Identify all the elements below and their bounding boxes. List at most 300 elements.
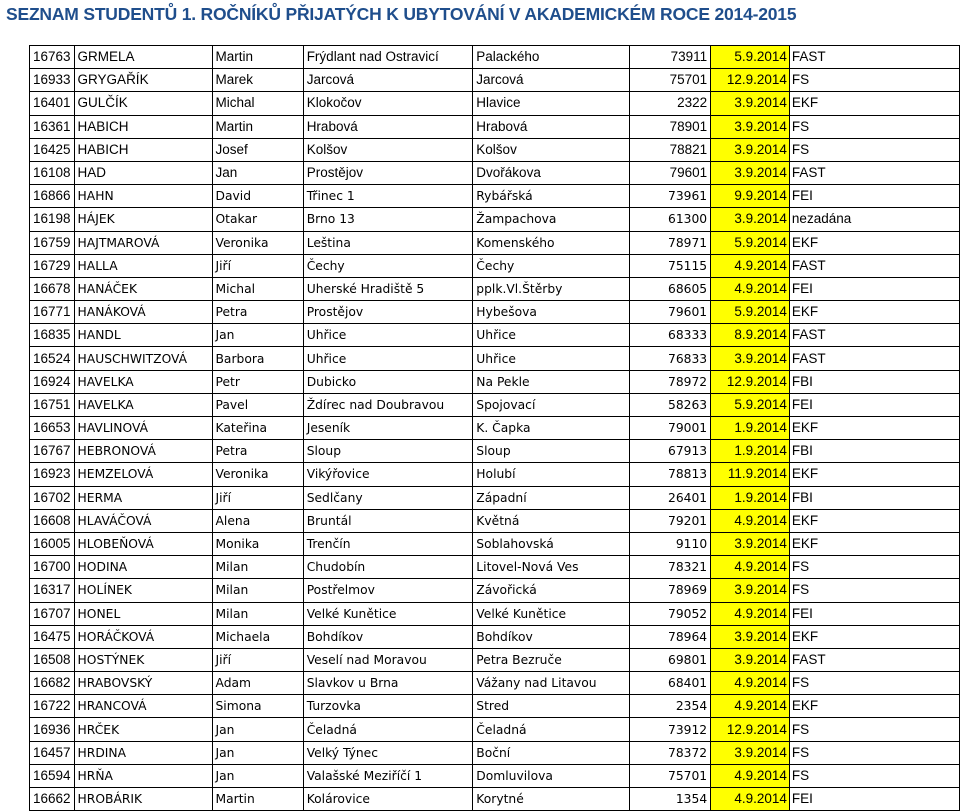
zip-cell: 75701 [630, 764, 711, 787]
first-name-cell: Jan [212, 741, 303, 764]
arrival-date-cell: 4.9.2014 [711, 277, 790, 300]
student-id-cell: 16729 [30, 254, 75, 277]
student-id-cell: 16835 [30, 324, 75, 347]
town-cell: Brno 13 [303, 208, 473, 231]
zip-cell: 78972 [630, 370, 711, 393]
street-cell: Velké Kunětice [473, 602, 630, 625]
first-name-cell: Michaela [212, 625, 303, 648]
arrival-date-cell: 9.9.2014 [711, 185, 790, 208]
surname-cell: HODINA [74, 556, 212, 579]
first-name-cell: Milan [212, 602, 303, 625]
faculty-cell: FS [789, 718, 959, 741]
zip-cell: 79001 [630, 417, 711, 440]
faculty-cell: FS [789, 672, 959, 695]
surname-cell: HAJTMAROVÁ [74, 231, 212, 254]
first-name-cell: Otakar [212, 208, 303, 231]
faculty-cell: FAST [789, 648, 959, 671]
table-row [30, 579, 960, 602]
surname-cell: HAD [74, 161, 212, 184]
surname-cell: HABICH [74, 115, 212, 138]
town-cell: Dubicko [303, 370, 473, 393]
table-row [30, 741, 960, 764]
street-cell: Boční [473, 741, 630, 764]
zip-cell: 78321 [630, 556, 711, 579]
arrival-date-cell: 3.9.2014 [711, 579, 790, 602]
arrival-date-cell: 3.9.2014 [711, 138, 790, 161]
student-id-cell: 16707 [30, 602, 75, 625]
zip-cell: 67913 [630, 440, 711, 463]
first-name-cell: Petra [212, 440, 303, 463]
street-cell: Bohdíkov [473, 625, 630, 648]
first-name-cell: David [212, 185, 303, 208]
town-cell: Prostějov [303, 161, 473, 184]
first-name-cell: Martin [212, 115, 303, 138]
town-cell: Uhřice [303, 347, 473, 370]
town-cell: Bohdíkov [303, 625, 473, 648]
student-id-cell: 16682 [30, 672, 75, 695]
street-cell: Korytné [473, 788, 630, 811]
street-cell: Holubí [473, 463, 630, 486]
street-cell: Na Pekle [473, 370, 630, 393]
zip-cell: 78969 [630, 579, 711, 602]
first-name-cell: Kateřina [212, 417, 303, 440]
zip-cell: 79052 [630, 602, 711, 625]
street-cell: Západní [473, 486, 630, 509]
town-cell: Frýdlant nad Ostravicí [303, 46, 473, 69]
student-id-cell: 16933 [30, 69, 75, 92]
table-row [30, 718, 960, 741]
town-cell: Jeseník [303, 417, 473, 440]
arrival-date-cell: 5.9.2014 [711, 46, 790, 69]
surname-cell: HEMZELOVÁ [74, 463, 212, 486]
faculty-cell: FBI [789, 440, 959, 463]
first-name-cell: Petr [212, 370, 303, 393]
zip-cell: 1354 [630, 788, 711, 811]
faculty-cell: FEI [789, 277, 959, 300]
first-name-cell: Jan [212, 718, 303, 741]
student-id-cell: 16005 [30, 532, 75, 555]
street-cell: pplk.Vl.Štěrby [473, 277, 630, 300]
surname-cell: HLOBEŇOVÁ [74, 532, 212, 555]
table-row [30, 672, 960, 695]
arrival-date-cell: 4.9.2014 [711, 695, 790, 718]
arrival-date-cell: 1.9.2014 [711, 486, 790, 509]
surname-cell: HALLA [74, 254, 212, 277]
arrival-date-cell: 1.9.2014 [711, 417, 790, 440]
first-name-cell: Jiří [212, 254, 303, 277]
town-cell: Bruntál [303, 509, 473, 532]
student-id-cell: 16608 [30, 509, 75, 532]
student-id-cell: 16653 [30, 417, 75, 440]
students-table [29, 45, 960, 811]
faculty-cell: FS [789, 764, 959, 787]
student-id-cell: 16771 [30, 301, 75, 324]
student-id-cell: 16866 [30, 185, 75, 208]
town-cell: Turzovka [303, 695, 473, 718]
surname-cell: GULČÍK [74, 92, 212, 115]
street-cell: Uhřice [473, 347, 630, 370]
faculty-cell: FEI [789, 788, 959, 811]
town-cell: Velké Kunětice [303, 602, 473, 625]
street-cell: Uhřice [473, 324, 630, 347]
street-cell: Závořická [473, 579, 630, 602]
student-id-cell: 16767 [30, 440, 75, 463]
faculty-cell: FEI [789, 602, 959, 625]
town-cell: Slavkov u Brna [303, 672, 473, 695]
first-name-cell: Simona [212, 695, 303, 718]
first-name-cell: Martin [212, 788, 303, 811]
table-row [30, 417, 960, 440]
arrival-date-cell: 3.9.2014 [711, 625, 790, 648]
faculty-cell: FS [789, 69, 959, 92]
zip-cell: 68605 [630, 277, 711, 300]
arrival-date-cell: 4.9.2014 [711, 602, 790, 625]
student-id-cell: 16108 [30, 161, 75, 184]
town-cell: Sloup [303, 440, 473, 463]
town-cell: Valašské Meziříčí 1 [303, 764, 473, 787]
surname-cell: HLAVÁČOVÁ [74, 509, 212, 532]
table-row [30, 532, 960, 555]
zip-cell: 79201 [630, 509, 711, 532]
table-row [30, 556, 960, 579]
town-cell: Kolárovice [303, 788, 473, 811]
first-name-cell: Milan [212, 556, 303, 579]
zip-cell: 76833 [630, 347, 711, 370]
arrival-date-cell: 12.9.2014 [711, 718, 790, 741]
town-cell: Klokočov [303, 92, 473, 115]
street-cell: Stred [473, 695, 630, 718]
surname-cell: HEBRONOVÁ [74, 440, 212, 463]
faculty-cell: EKF [789, 509, 959, 532]
zip-cell: 78372 [630, 741, 711, 764]
faculty-cell: EKF [789, 231, 959, 254]
faculty-cell: FBI [789, 486, 959, 509]
faculty-cell: nezadána [789, 208, 959, 231]
surname-cell: HAUSCHWITZOVÁ [74, 347, 212, 370]
table-row [30, 231, 960, 254]
faculty-cell: FAST [789, 161, 959, 184]
zip-cell: 79601 [630, 161, 711, 184]
surname-cell: HANDL [74, 324, 212, 347]
table-row [30, 46, 960, 69]
arrival-date-cell: 12.9.2014 [711, 69, 790, 92]
student-id-cell: 16924 [30, 370, 75, 393]
arrival-date-cell: 4.9.2014 [711, 556, 790, 579]
town-cell: Sedlčany [303, 486, 473, 509]
student-id-cell: 16317 [30, 579, 75, 602]
faculty-cell: FEI [789, 185, 959, 208]
surname-cell: HONEL [74, 602, 212, 625]
table-row [30, 625, 960, 648]
arrival-date-cell: 11.9.2014 [711, 463, 790, 486]
zip-cell: 79601 [630, 301, 711, 324]
zip-cell: 78971 [630, 231, 711, 254]
town-cell: Uherské Hradiště 5 [303, 277, 473, 300]
town-cell: Hrabová [303, 115, 473, 138]
street-cell: Čechy [473, 254, 630, 277]
arrival-date-cell: 3.9.2014 [711, 115, 790, 138]
faculty-cell: FS [789, 138, 959, 161]
surname-cell: HAVELKA [74, 370, 212, 393]
surname-cell: HANÁKOVÁ [74, 301, 212, 324]
surname-cell: HAHN [74, 185, 212, 208]
town-cell: Postřelmov [303, 579, 473, 602]
street-cell: Květná [473, 509, 630, 532]
surname-cell: HOSTÝNEK [74, 648, 212, 671]
street-cell: Hrabová [473, 115, 630, 138]
table-row [30, 208, 960, 231]
first-name-cell: Josef [212, 138, 303, 161]
student-id-cell: 16763 [30, 46, 75, 69]
town-cell: Kolšov [303, 138, 473, 161]
street-cell: Dvořákova [473, 161, 630, 184]
zip-cell: 68401 [630, 672, 711, 695]
table-row [30, 788, 960, 811]
town-cell: Ždírec nad Doubravou [303, 393, 473, 416]
street-cell: Vážany nad Litavou [473, 672, 630, 695]
arrival-date-cell: 4.9.2014 [711, 672, 790, 695]
surname-cell: HRŇA [74, 764, 212, 787]
zip-cell: 68333 [630, 324, 711, 347]
faculty-cell: EKF [789, 92, 959, 115]
street-cell: Spojovací [473, 393, 630, 416]
zip-cell: 78901 [630, 115, 711, 138]
faculty-cell: EKF [789, 463, 959, 486]
arrival-date-cell: 1.9.2014 [711, 440, 790, 463]
arrival-date-cell: 4.9.2014 [711, 509, 790, 532]
surname-cell: HORÁČKOVÁ [74, 625, 212, 648]
town-cell: Jarcová [303, 69, 473, 92]
faculty-cell: FAST [789, 254, 959, 277]
arrival-date-cell: 12.9.2014 [711, 370, 790, 393]
surname-cell: HAVELKA [74, 393, 212, 416]
student-id-cell: 16594 [30, 764, 75, 787]
student-id-cell: 16702 [30, 486, 75, 509]
table-row [30, 648, 960, 671]
faculty-cell: EKF [789, 301, 959, 324]
first-name-cell: Martin [212, 46, 303, 69]
student-id-cell: 16700 [30, 556, 75, 579]
zip-cell: 73961 [630, 185, 711, 208]
town-cell: Uhřice [303, 324, 473, 347]
table-row [30, 69, 960, 92]
table-row [30, 370, 960, 393]
table-row [30, 324, 960, 347]
student-id-cell: 16457 [30, 741, 75, 764]
first-name-cell: Marek [212, 69, 303, 92]
surname-cell: GRMELA [74, 46, 212, 69]
faculty-cell: FS [789, 556, 959, 579]
first-name-cell: Veronika [212, 463, 303, 486]
arrival-date-cell: 3.9.2014 [711, 161, 790, 184]
surname-cell: HOLÍNEK [74, 579, 212, 602]
arrival-date-cell: 4.9.2014 [711, 788, 790, 811]
student-id-cell: 16923 [30, 463, 75, 486]
zip-cell: 78813 [630, 463, 711, 486]
street-cell: Žampachova [473, 208, 630, 231]
arrival-date-cell: 3.9.2014 [711, 347, 790, 370]
street-cell: Kolšov [473, 138, 630, 161]
faculty-cell: EKF [789, 625, 959, 648]
faculty-cell: FAST [789, 347, 959, 370]
arrival-date-cell: 3.9.2014 [711, 648, 790, 671]
street-cell: Domluvilova [473, 764, 630, 787]
arrival-date-cell: 5.9.2014 [711, 301, 790, 324]
first-name-cell: Veronika [212, 231, 303, 254]
zip-cell: 75701 [630, 69, 711, 92]
zip-cell: 61300 [630, 208, 711, 231]
zip-cell: 73912 [630, 718, 711, 741]
first-name-cell: Milan [212, 579, 303, 602]
surname-cell: HANÁČEK [74, 277, 212, 300]
arrival-date-cell: 4.9.2014 [711, 254, 790, 277]
page-title: SEZNAM STUDENTŮ 1. ROČNÍKŮ PŘIJATÝCH K UBYTOVÁNÍ V AKADEMICKÉM ROCE 2014-2015 [6, 4, 797, 24]
street-cell: Palackého [473, 46, 630, 69]
first-name-cell: Pavel [212, 393, 303, 416]
arrival-date-cell: 4.9.2014 [711, 764, 790, 787]
street-cell: Petra Bezruče [473, 648, 630, 671]
table-row [30, 92, 960, 115]
street-cell: Sloup [473, 440, 630, 463]
surname-cell: HRABOVSKÝ [74, 672, 212, 695]
table-row [30, 764, 960, 787]
town-cell: Prostějov [303, 301, 473, 324]
surname-cell: HRDINA [74, 741, 212, 764]
arrival-date-cell: 3.9.2014 [711, 92, 790, 115]
zip-cell: 78964 [630, 625, 711, 648]
street-cell: Komenského [473, 231, 630, 254]
table-row [30, 301, 960, 324]
street-cell: Čeladná [473, 718, 630, 741]
zip-cell: 2322 [630, 92, 711, 115]
town-cell: Velký Týnec [303, 741, 473, 764]
student-id-cell: 16936 [30, 718, 75, 741]
table-row [30, 161, 960, 184]
students-table-body [30, 46, 960, 811]
first-name-cell: Jan [212, 764, 303, 787]
zip-cell: 9110 [630, 532, 711, 555]
surname-cell: HROBÁRIK [74, 788, 212, 811]
zip-cell: 75115 [630, 254, 711, 277]
zip-cell: 73911 [630, 46, 711, 69]
student-id-cell: 16751 [30, 393, 75, 416]
town-cell: Třinec 1 [303, 185, 473, 208]
surname-cell: HERMA [74, 486, 212, 509]
surname-cell: HÁJEK [74, 208, 212, 231]
faculty-cell: FAST [789, 324, 959, 347]
zip-cell: 78821 [630, 138, 711, 161]
town-cell: Veselí nad Moravou [303, 648, 473, 671]
zip-cell: 58263 [630, 393, 711, 416]
table-row [30, 602, 960, 625]
table-row [30, 138, 960, 161]
table-row [30, 440, 960, 463]
first-name-cell: Alena [212, 509, 303, 532]
street-cell: Hlavice [473, 92, 630, 115]
table-row [30, 185, 960, 208]
first-name-cell: Barbora [212, 347, 303, 370]
faculty-cell: FS [789, 579, 959, 602]
table-row [30, 486, 960, 509]
table-row [30, 115, 960, 138]
surname-cell: HRČEK [74, 718, 212, 741]
first-name-cell: Jiří [212, 486, 303, 509]
student-id-cell: 16401 [30, 92, 75, 115]
student-id-cell: 16425 [30, 138, 75, 161]
table-row [30, 347, 960, 370]
student-id-cell: 16361 [30, 115, 75, 138]
arrival-date-cell: 3.9.2014 [711, 532, 790, 555]
arrival-date-cell: 3.9.2014 [711, 741, 790, 764]
student-id-cell: 16524 [30, 347, 75, 370]
table-row [30, 509, 960, 532]
surname-cell: HRANCOVÁ [74, 695, 212, 718]
faculty-cell: EKF [789, 695, 959, 718]
first-name-cell: Michal [212, 92, 303, 115]
arrival-date-cell: 3.9.2014 [711, 208, 790, 231]
street-cell: Rybářská [473, 185, 630, 208]
student-id-cell: 16678 [30, 277, 75, 300]
first-name-cell: Jiří [212, 648, 303, 671]
student-id-cell: 16722 [30, 695, 75, 718]
student-id-cell: 16508 [30, 648, 75, 671]
surname-cell: GRYGAŘÍK [74, 69, 212, 92]
town-cell: Leština [303, 231, 473, 254]
faculty-cell: EKF [789, 532, 959, 555]
surname-cell: HAVLINOVÁ [74, 417, 212, 440]
street-cell: K. Čapka [473, 417, 630, 440]
faculty-cell: EKF [789, 417, 959, 440]
town-cell: Trenčín [303, 532, 473, 555]
student-id-cell: 16198 [30, 208, 75, 231]
student-id-cell: 16759 [30, 231, 75, 254]
faculty-cell: FBI [789, 370, 959, 393]
faculty-cell: FS [789, 115, 959, 138]
town-cell: Čechy [303, 254, 473, 277]
street-cell: Hybešova [473, 301, 630, 324]
first-name-cell: Petra [212, 301, 303, 324]
arrival-date-cell: 5.9.2014 [711, 393, 790, 416]
town-cell: Čeladná [303, 718, 473, 741]
zip-cell: 69801 [630, 648, 711, 671]
faculty-cell: FS [789, 741, 959, 764]
table-row [30, 254, 960, 277]
first-name-cell: Jan [212, 324, 303, 347]
town-cell: Vikýřovice [303, 463, 473, 486]
first-name-cell: Adam [212, 672, 303, 695]
table-row [30, 393, 960, 416]
faculty-cell: FEI [789, 393, 959, 416]
table-row [30, 277, 960, 300]
first-name-cell: Michal [212, 277, 303, 300]
first-name-cell: Jan [212, 161, 303, 184]
zip-cell: 26401 [630, 486, 711, 509]
town-cell: Chudobín [303, 556, 473, 579]
arrival-date-cell: 5.9.2014 [711, 231, 790, 254]
table-row [30, 463, 960, 486]
arrival-date-cell: 8.9.2014 [711, 324, 790, 347]
surname-cell: HABICH [74, 138, 212, 161]
street-cell: Jarcová [473, 69, 630, 92]
student-id-cell: 16662 [30, 788, 75, 811]
faculty-cell: FAST [789, 46, 959, 69]
street-cell: Soblahovská [473, 532, 630, 555]
student-id-cell: 16475 [30, 625, 75, 648]
table-row [30, 695, 960, 718]
street-cell: Litovel-Nová Ves [473, 556, 630, 579]
zip-cell: 2354 [630, 695, 711, 718]
first-name-cell: Monika [212, 532, 303, 555]
